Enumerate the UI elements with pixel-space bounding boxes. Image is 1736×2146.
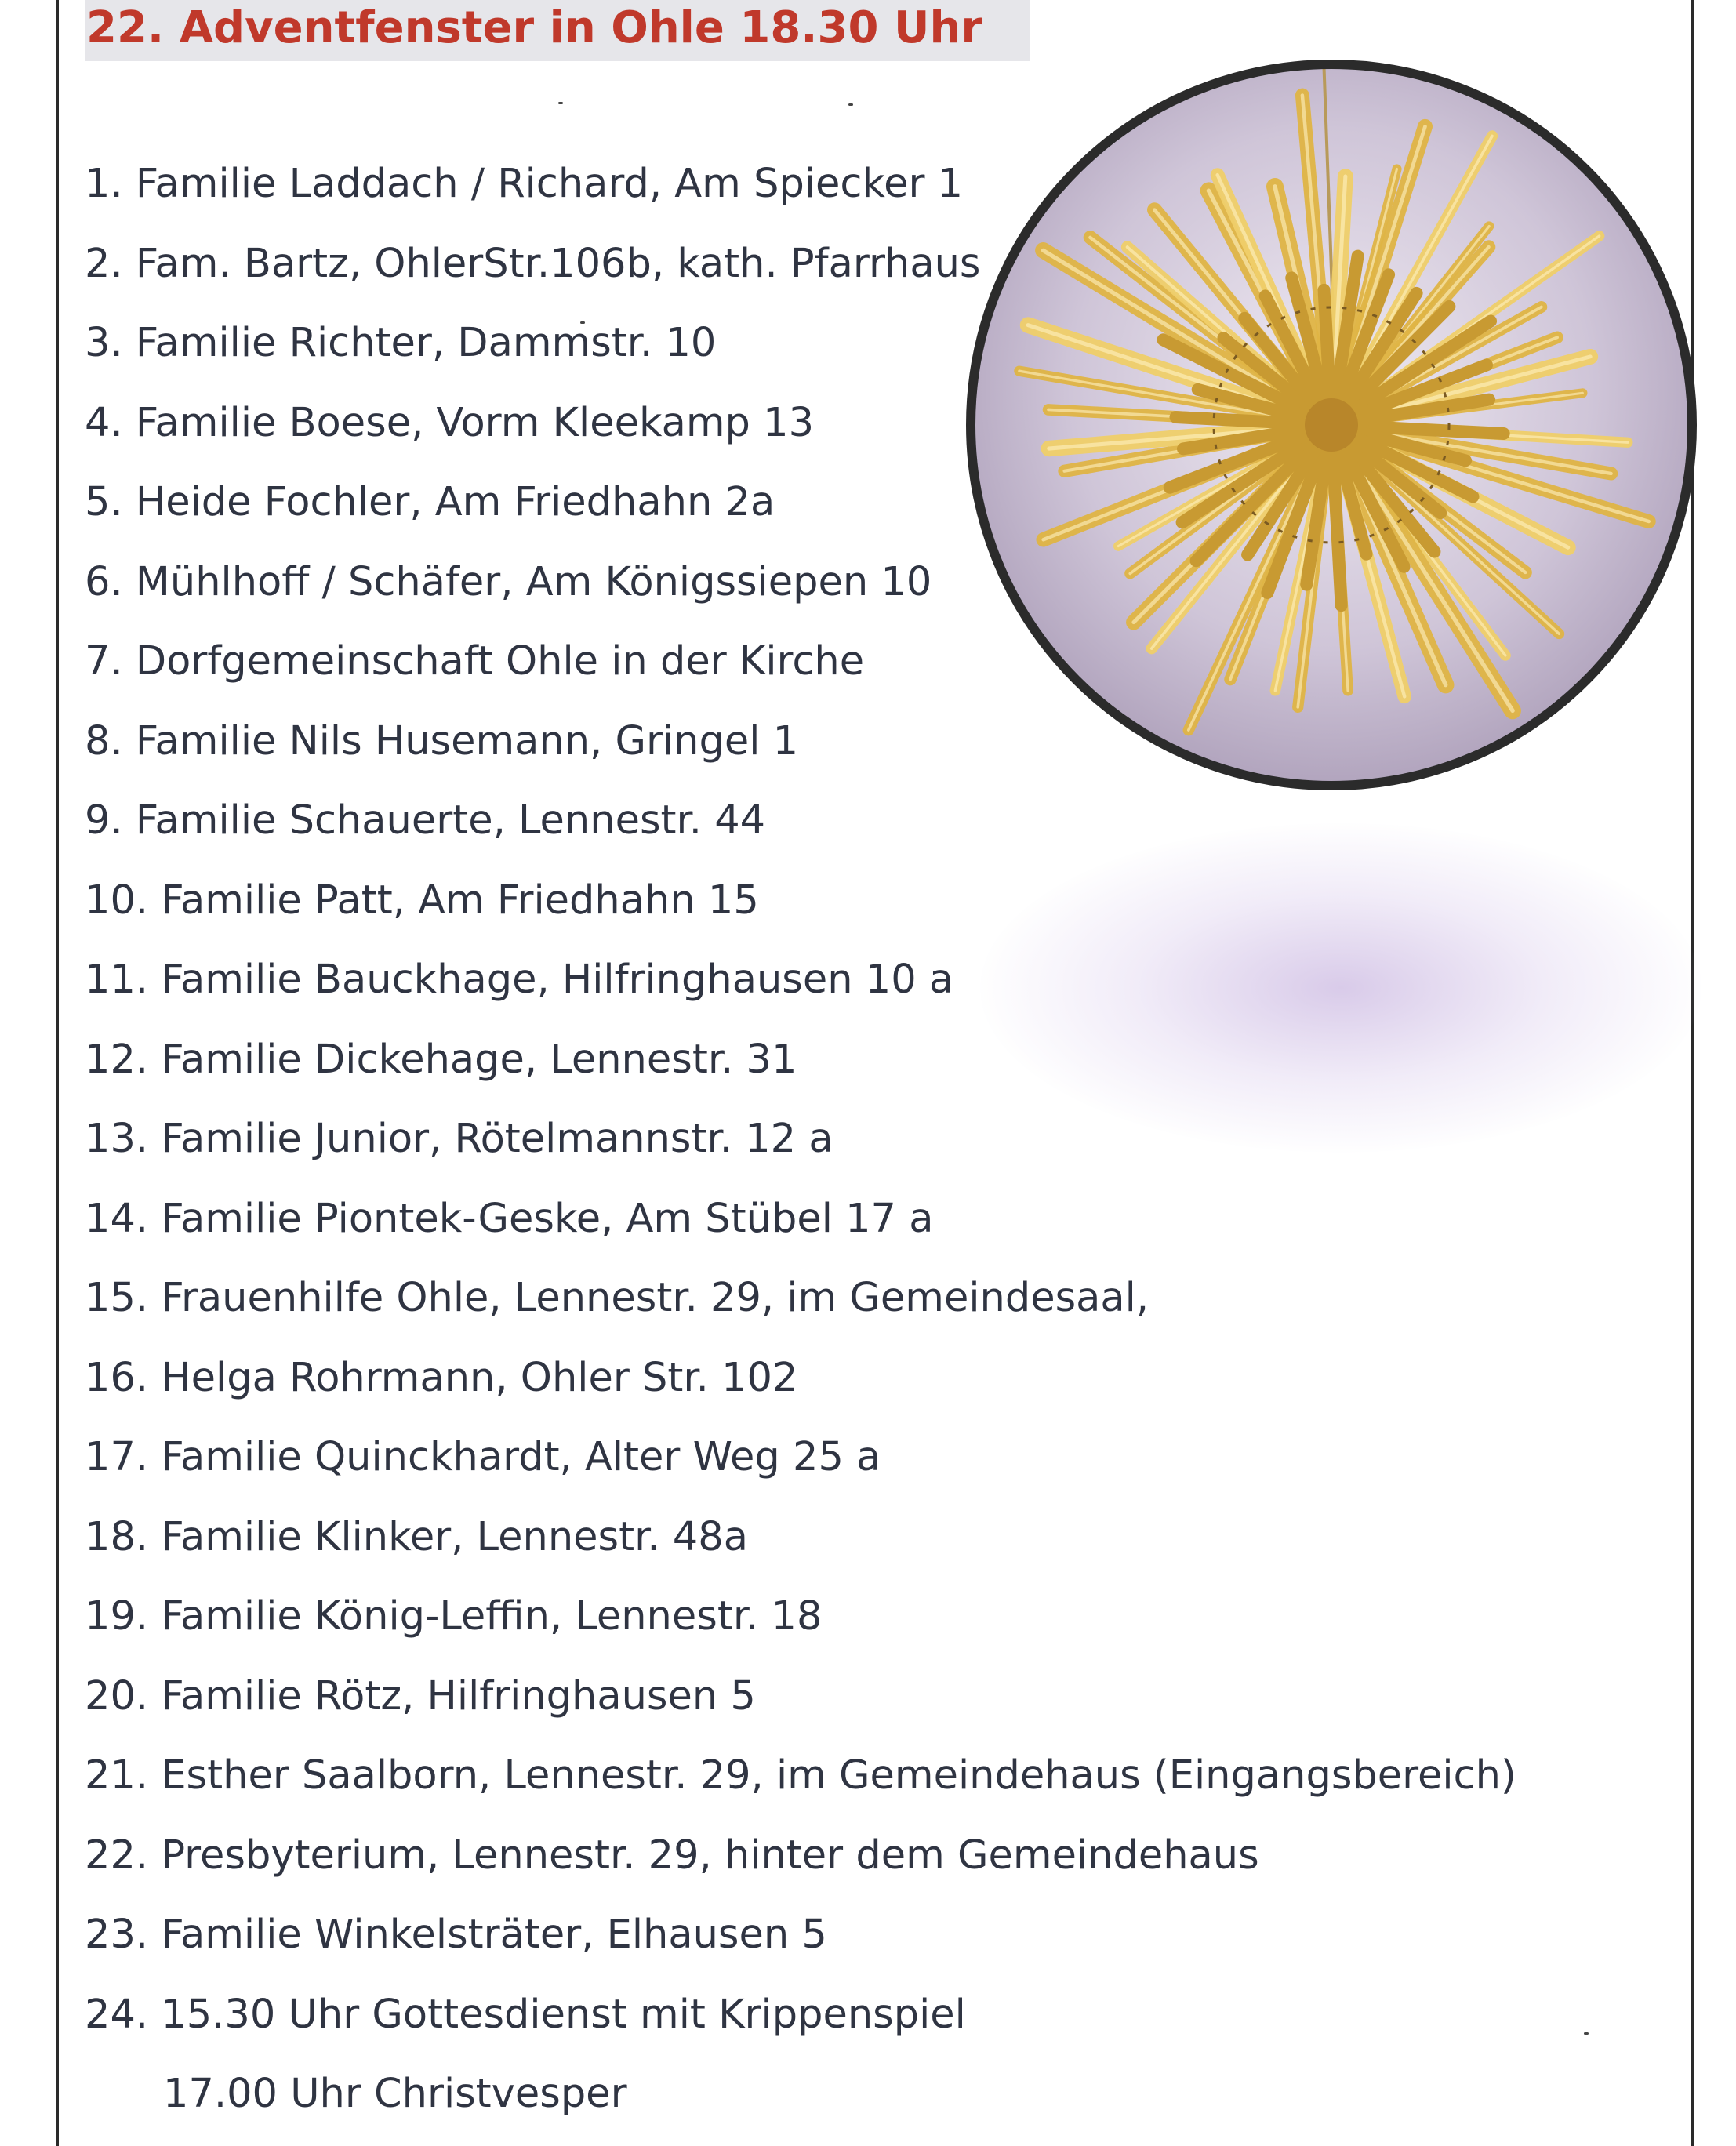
list-item xyxy=(85,241,1516,321)
entry-number: 2. xyxy=(85,240,123,287)
page-title: 22. Adventfenster in Ohle 18.30 Uhr xyxy=(86,2,982,53)
list-item xyxy=(85,1037,1516,1117)
list-item xyxy=(85,1991,1516,2117)
entry-number: 15. xyxy=(85,1275,149,1321)
entry-number: 23. xyxy=(85,1912,149,1958)
entry-number: 14. xyxy=(85,1195,149,1242)
entry-number: 12. xyxy=(85,1036,149,1083)
entry-text: Helga Rohrmann, Ohler Str. 102 xyxy=(161,1354,798,1401)
scan-speck xyxy=(1584,2032,1589,2035)
entry-text: Familie Nils Husemann, Gringel 1 xyxy=(135,717,799,764)
entry-number: 9. xyxy=(85,797,123,844)
list-item xyxy=(85,1116,1516,1196)
entry-number: 1. xyxy=(85,161,123,207)
entry-number: 20. xyxy=(85,1672,149,1719)
entry-text: Familie Patt, Am Friedhahn 15 xyxy=(161,877,759,924)
entry-number: 5. xyxy=(85,479,123,525)
entry-number: 6. xyxy=(85,558,123,605)
list-item xyxy=(85,1832,1516,1912)
entry-text: Esther Saalborn, Lennestr. 29, im Gemeindehaus (Eingangsbereich) xyxy=(161,1752,1516,1799)
entry-number: 24. xyxy=(85,1991,149,2038)
list-item xyxy=(85,479,1516,559)
entry-number: 17. xyxy=(85,1434,149,1480)
list-item xyxy=(85,1434,1516,1514)
entry-number: 13. xyxy=(85,1116,149,1162)
list-item xyxy=(85,1355,1516,1435)
list-item xyxy=(85,559,1516,639)
list-item xyxy=(85,1752,1516,1832)
list-item xyxy=(85,718,1516,798)
entry-text: Familie Klinker, Lennestr. 48a xyxy=(161,1513,748,1560)
entry-text: Familie Junior, Rötelmannstr. 12 a xyxy=(161,1116,833,1162)
advent-window-list xyxy=(85,161,1516,2117)
entry-text: Familie Piontek-Geske, Am Stübel 17 a xyxy=(161,1195,934,1242)
scan-speck xyxy=(558,102,563,104)
list-item xyxy=(85,1196,1516,1276)
list-item xyxy=(85,320,1516,400)
entry-number: 8. xyxy=(85,717,123,764)
entry-text: Familie Laddach / Richard, Am Spiecker 1 xyxy=(135,161,964,207)
entry-text: Familie Rötz, Hilfringhausen 5 xyxy=(161,1672,756,1719)
list-item xyxy=(85,400,1516,480)
list-item xyxy=(85,1514,1516,1594)
entry-text: Familie Bauckhage, Hilfringhausen 10 a xyxy=(161,957,954,1003)
entry-text: Familie Boese, Vorm Kleekamp 13 xyxy=(135,399,815,446)
entry-text: Familie Richter, Dammstr. 10 xyxy=(135,320,717,366)
list-item xyxy=(85,957,1516,1037)
entry-number: 18. xyxy=(85,1513,149,1560)
entry-text: Fam. Bartz, OhlerStr.106b, kath. Pfarrhaus xyxy=(135,240,981,287)
entry-text: Heide Fochler, Am Friedhahn 2a xyxy=(135,479,775,525)
page-frame-left xyxy=(56,0,59,2146)
entry-number: 19. xyxy=(85,1593,149,1639)
list-item xyxy=(85,1593,1516,1673)
list-item xyxy=(85,877,1516,957)
entry-text: Familie Winkelsträter, Elhausen 5 xyxy=(161,1912,827,1958)
entry-number: 7. xyxy=(85,638,123,684)
entry-number: 10. xyxy=(85,877,149,924)
entry-text: Familie König-Leffin, Lennestr. 18 xyxy=(161,1593,823,1639)
entry-number: 22. xyxy=(85,1832,149,1879)
list-item xyxy=(85,1275,1516,1355)
entry-number: 3. xyxy=(85,320,123,366)
entry-text: Frauenhilfe Ohle, Lennestr. 29, im Gemeindesaal, xyxy=(161,1275,1149,1321)
list-item xyxy=(85,797,1516,877)
entry-text: Familie Quinckhardt, Alter Weg 25 a xyxy=(161,1434,881,1480)
entry-text: Mühlhoff / Schäfer, Am Königssiepen 10 xyxy=(135,558,932,605)
entry-text: Familie Dickehage, Lennestr. 31 xyxy=(161,1036,797,1083)
entry-text: 15.30 Uhr Gottesdienst mit Krippenspiel xyxy=(161,1991,966,2038)
entry-number: 16. xyxy=(85,1354,149,1401)
entry-text: Dorfgemeinschaft Ohle in der Kirche xyxy=(135,638,865,684)
entry-text: Presbyterium, Lennestr. 29, hinter dem Gemeindehaus xyxy=(161,1832,1259,1879)
list-item xyxy=(85,1912,1516,1992)
scan-speck xyxy=(848,103,853,106)
entry-number: 21. xyxy=(85,1752,149,1799)
list-item xyxy=(85,161,1516,241)
entry-subline: 17.00 Uhr Christvesper xyxy=(163,2070,627,2117)
entry-text: Familie Schauerte, Lennestr. 44 xyxy=(135,797,766,844)
entry-number: 4. xyxy=(85,399,123,446)
list-item xyxy=(85,1673,1516,1753)
list-item xyxy=(85,638,1516,718)
entry-number: 11. xyxy=(85,957,149,1003)
